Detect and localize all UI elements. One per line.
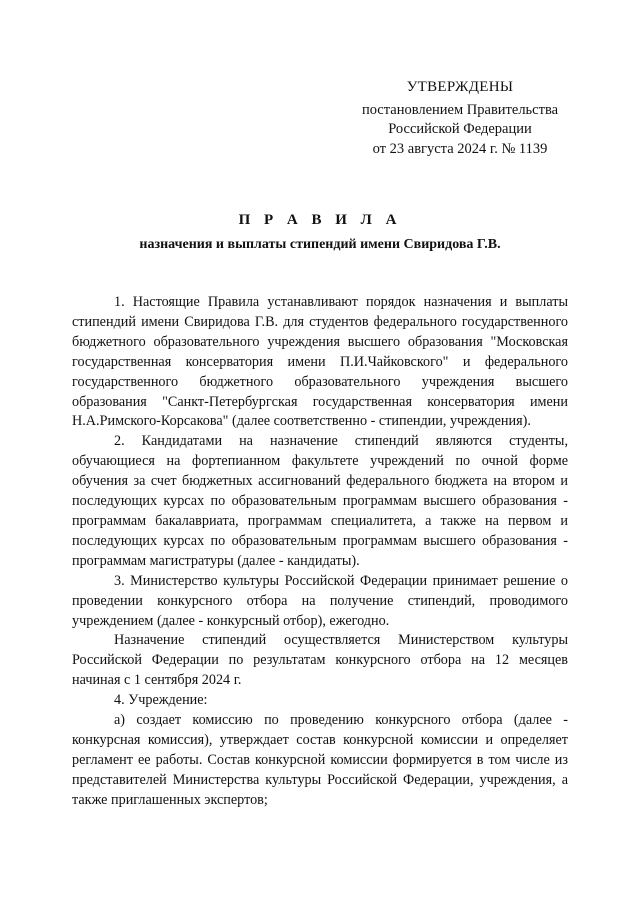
- paragraph-2: 2. Кандидатами на назначение стипендий являются студенты, обучающиеся на фортепианном факультете учреждений по очной форме обучения за счет бюджетных ассигнований федерального бюджета на втором и последующих курсах по образовательным программам высшего образования - программам бакалавриата, программам специалитета, а также на первом и последующих курсах по образовательным программам высшего образования - программам магистратуры (далее - кандидаты).: [72, 433, 568, 569]
- approval-line-2: Российской Федерации: [388, 121, 532, 137]
- paragraph-6: а) создает комиссию по проведению конкурсного отбора (далее - конкурсная комиссия), утверждает состав конкурсной комиссии и определяет регламент ее работы. Состав конкурсной комиссии формируется в том числе из представителей Министерства культуры Российской Федерации, учреждения, а также приглашенных экспертов;: [72, 712, 568, 808]
- paragraph-5: 4. Учреждение:: [114, 692, 208, 709]
- paragraph-4: Назначение стипендий осуществляется Министерством культуры Российской Федерации по результатам конкурсного отбора на 12 месяцев начиная с 1 сентября 2024 г.: [72, 632, 568, 689]
- approval-heading: УТВЕРЖДЕНЫ: [406, 79, 514, 95]
- document-title: П Р А В И Л А: [238, 212, 402, 228]
- paragraph-1: 1. Настоящие Правила устанавливают порядок назначения и выплаты стипендий имени Свиридова Г.В. для студентов федерального государственного бюджетного образовательного учреждения высшего образования "Московская государственная консерватория имени П.И.Чайковского" и федерального государственного бюджетного образовательного учреждения высшего образования "Санкт-Петербургская государственная консерватория имени Н.А.Римского-Корсакова" (далее соответственно - стипендии, учреждения).: [72, 294, 568, 430]
- paragraph-3: 3. Министерство культуры Российской Федерации принимает решение о проведении конкурсного отбора на получение стипендий, проводимого учреждением (далее - конкурсный отбор), ежегодно.: [72, 572, 568, 629]
- document-subtitle: назначения и выплаты стипендий имени Свиридова Г.В.: [139, 237, 501, 252]
- approval-line-1: постановлением Правительства: [361, 101, 559, 118]
- document-body: [72, 293, 568, 811]
- approval-line-3: от 23 августа 2024 г. № 1139: [372, 140, 548, 157]
- approval-stamp: [340, 78, 580, 159]
